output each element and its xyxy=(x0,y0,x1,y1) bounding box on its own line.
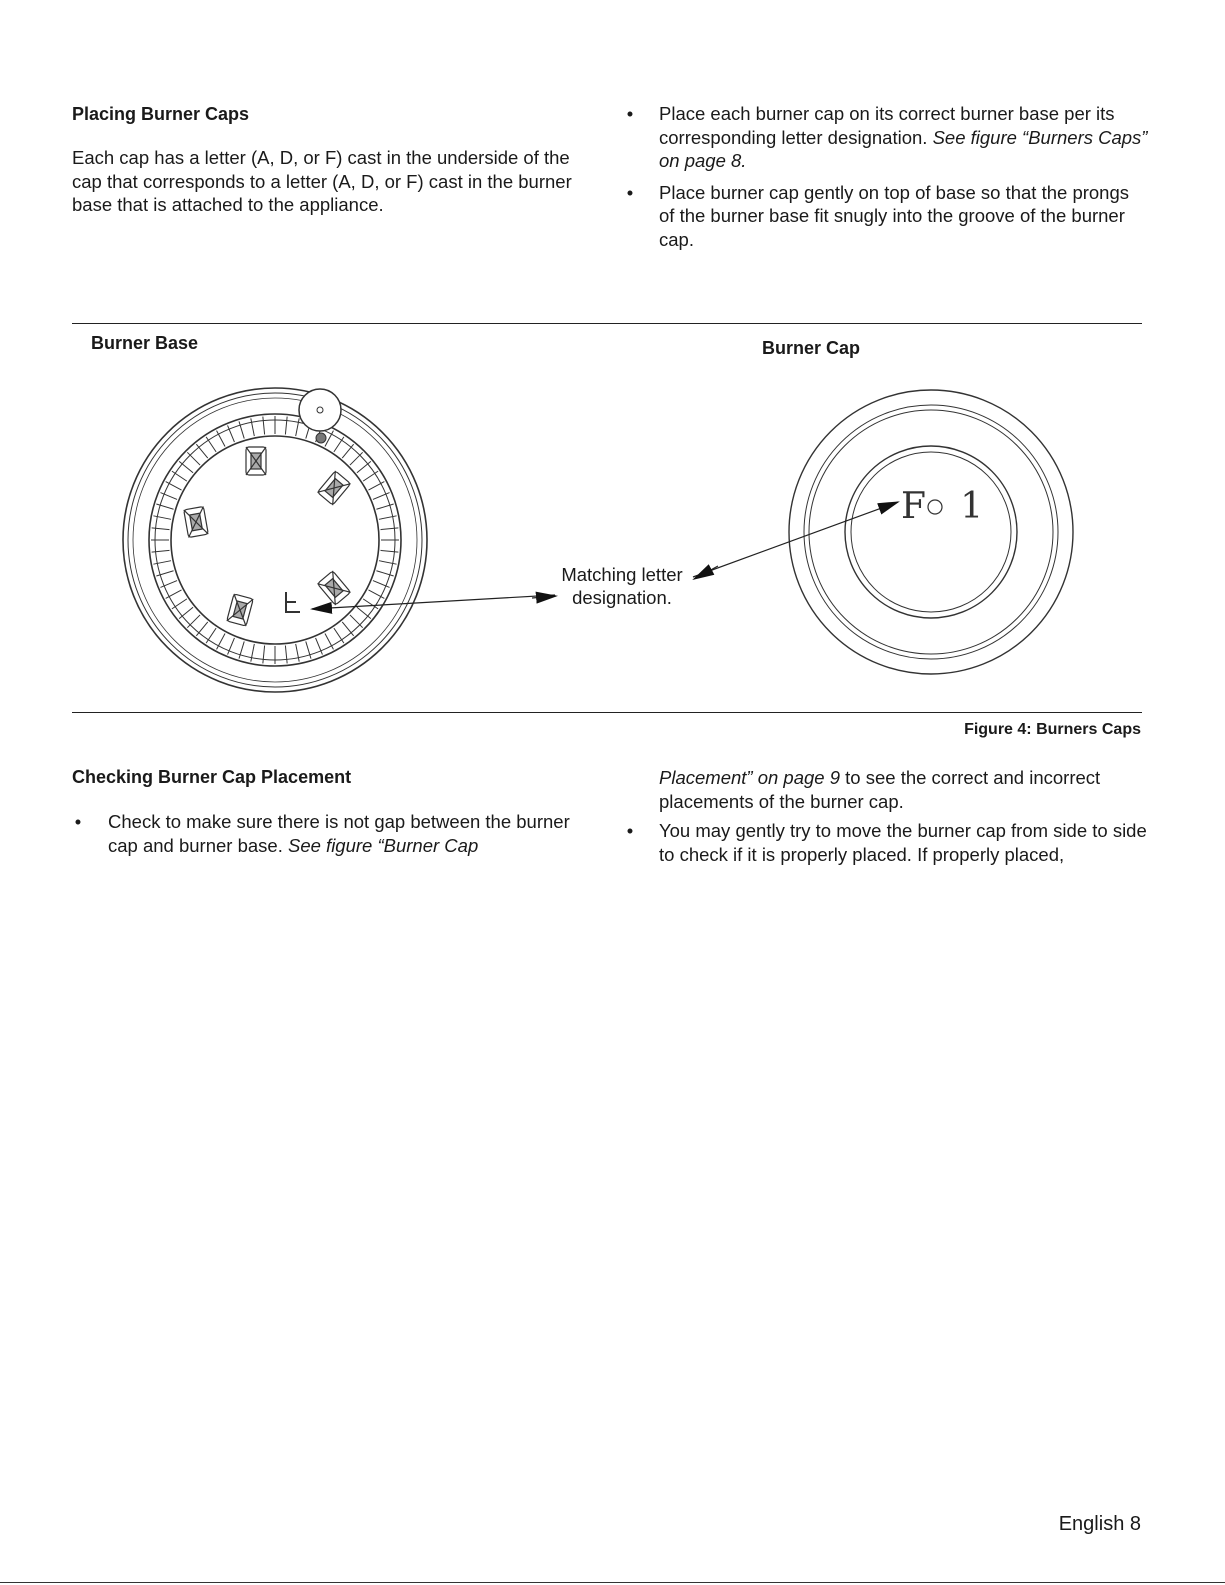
burner-port-slot xyxy=(187,615,200,628)
burner-port-slot xyxy=(263,417,265,435)
section-heading-placing: Placing Burner Caps xyxy=(72,104,250,124)
burner-port-slot xyxy=(206,437,216,452)
figure-bottom-rule xyxy=(72,712,1142,713)
checking-bullet-2: • You may gently try to move the burner cap from side to side to check if it is properly placed. If properly placed, xyxy=(626,820,1147,865)
checking-bullet-1-text: Check to make sure there is not gap between the burner cap and burner base. xyxy=(108,811,570,856)
burner-port-slot xyxy=(363,599,378,609)
figure-top-rule xyxy=(72,323,1142,324)
burner-port-slot xyxy=(187,452,200,465)
arrow-to-base-letter xyxy=(312,595,555,609)
checking-bullet-1-ref: See figure “Burner Cap xyxy=(288,834,479,856)
burner-port-slot xyxy=(196,444,207,458)
burner-port-slot xyxy=(380,550,398,552)
burner-base-illustration xyxy=(123,388,427,692)
burner-port-slot xyxy=(285,417,287,435)
page-number: English 8 xyxy=(1058,1513,1141,1535)
burner-port-slot xyxy=(172,471,187,481)
burner-port-slot xyxy=(153,561,171,565)
burner-port-slot xyxy=(285,645,287,663)
burner-port-slot xyxy=(152,550,170,552)
burner-cap-label: Burner Cap xyxy=(762,338,861,358)
placing-bullet-list xyxy=(624,102,1149,259)
burner-port-slot xyxy=(196,622,207,636)
burner-port-slot xyxy=(179,461,193,472)
checking-bullet-list xyxy=(72,810,592,865)
figure-caption: Figure 4: Burners Caps xyxy=(964,721,1141,738)
placing-bullet-2: • Place burner cap gently on top of base so that the prongs of the burner base fit snugly into the groove of the burner cap. xyxy=(626,181,1130,250)
checking-continued-rest: to see the correct and incorrect placements of the burner cap. xyxy=(659,767,1101,812)
burner-port-slot xyxy=(172,599,187,609)
placing-bullet-2-text: Place burner cap gently on top of base so that the prongs of the burner base fit snugly into the groove of the burner cap. xyxy=(659,181,1130,250)
burner-port-slot xyxy=(357,607,371,618)
cap-letter-designation: F 1 xyxy=(901,486,984,527)
burner-port-slot xyxy=(206,628,216,643)
burner-port-slot xyxy=(179,607,193,618)
burner-figure-drawing xyxy=(0,330,1225,710)
burner-port-slot xyxy=(379,516,397,520)
page-bottom-edge xyxy=(0,1582,1225,1583)
placing-bullet-1: • Place each burner cap on its correct burner base per its corresponding letter designation. See figure “Burners Caps” on page 8. xyxy=(626,103,1148,171)
burner-port-slot xyxy=(363,471,378,481)
placing-paragraph: Each cap has a letter (A, D, or F) cast in the underside of the cap that corresponds to a letter (A, D, or F) cast in the burner base that is attached to the appliance. xyxy=(72,147,572,215)
burner-port-slot xyxy=(251,418,255,436)
burner-port-slot xyxy=(251,644,255,662)
burner-base-label: Burner Base xyxy=(91,333,199,353)
burner-port-slot xyxy=(350,615,363,628)
annotation-line-2: designation. xyxy=(572,587,672,608)
arrow-toward-label xyxy=(694,566,718,579)
placing-bullet-1-text: Place each burner cap on its correct burner base per its corresponding letter designation. xyxy=(659,103,1115,148)
matching-letter-annotation xyxy=(548,563,696,609)
annotation-line-1: Matching letter xyxy=(561,564,683,585)
burner-port-slot xyxy=(357,461,371,472)
burner-port-slot xyxy=(334,628,344,643)
burner-port-slot xyxy=(153,516,171,520)
burner-port-slot xyxy=(380,528,398,530)
burner-port-slot xyxy=(296,644,300,662)
burner-port-slot xyxy=(152,528,170,530)
checking-continued-ref: Placement” on page 9 xyxy=(659,767,841,788)
checking-continued-text xyxy=(659,766,1149,813)
checking-bullet-1: • Check to make sure there is not gap between the burner cap and burner base. See figure “Burner Cap xyxy=(74,811,570,856)
burner-port-slot xyxy=(350,452,363,465)
arrow-to-cap-letter xyxy=(693,502,898,577)
checking-bullet-2-text: You may gently try to move the burner cap from side to side to check if it is properly placed. If properly placed, xyxy=(659,820,1147,865)
burner-port-slot xyxy=(263,645,265,663)
burner-port-slot xyxy=(342,622,353,636)
checking-bullet-list-right xyxy=(624,819,1149,874)
burner-port-slot xyxy=(379,561,397,565)
burner-port-slot xyxy=(296,418,300,436)
burner-port-slot xyxy=(334,437,344,452)
burner-cap-illustration xyxy=(789,390,1073,674)
placing-bullet-1-ref: See figure “Burners Caps” on page 8. xyxy=(659,126,1148,171)
section-heading-checking: Checking Burner Cap Placement xyxy=(72,767,352,787)
burner-port-slot xyxy=(342,444,353,458)
